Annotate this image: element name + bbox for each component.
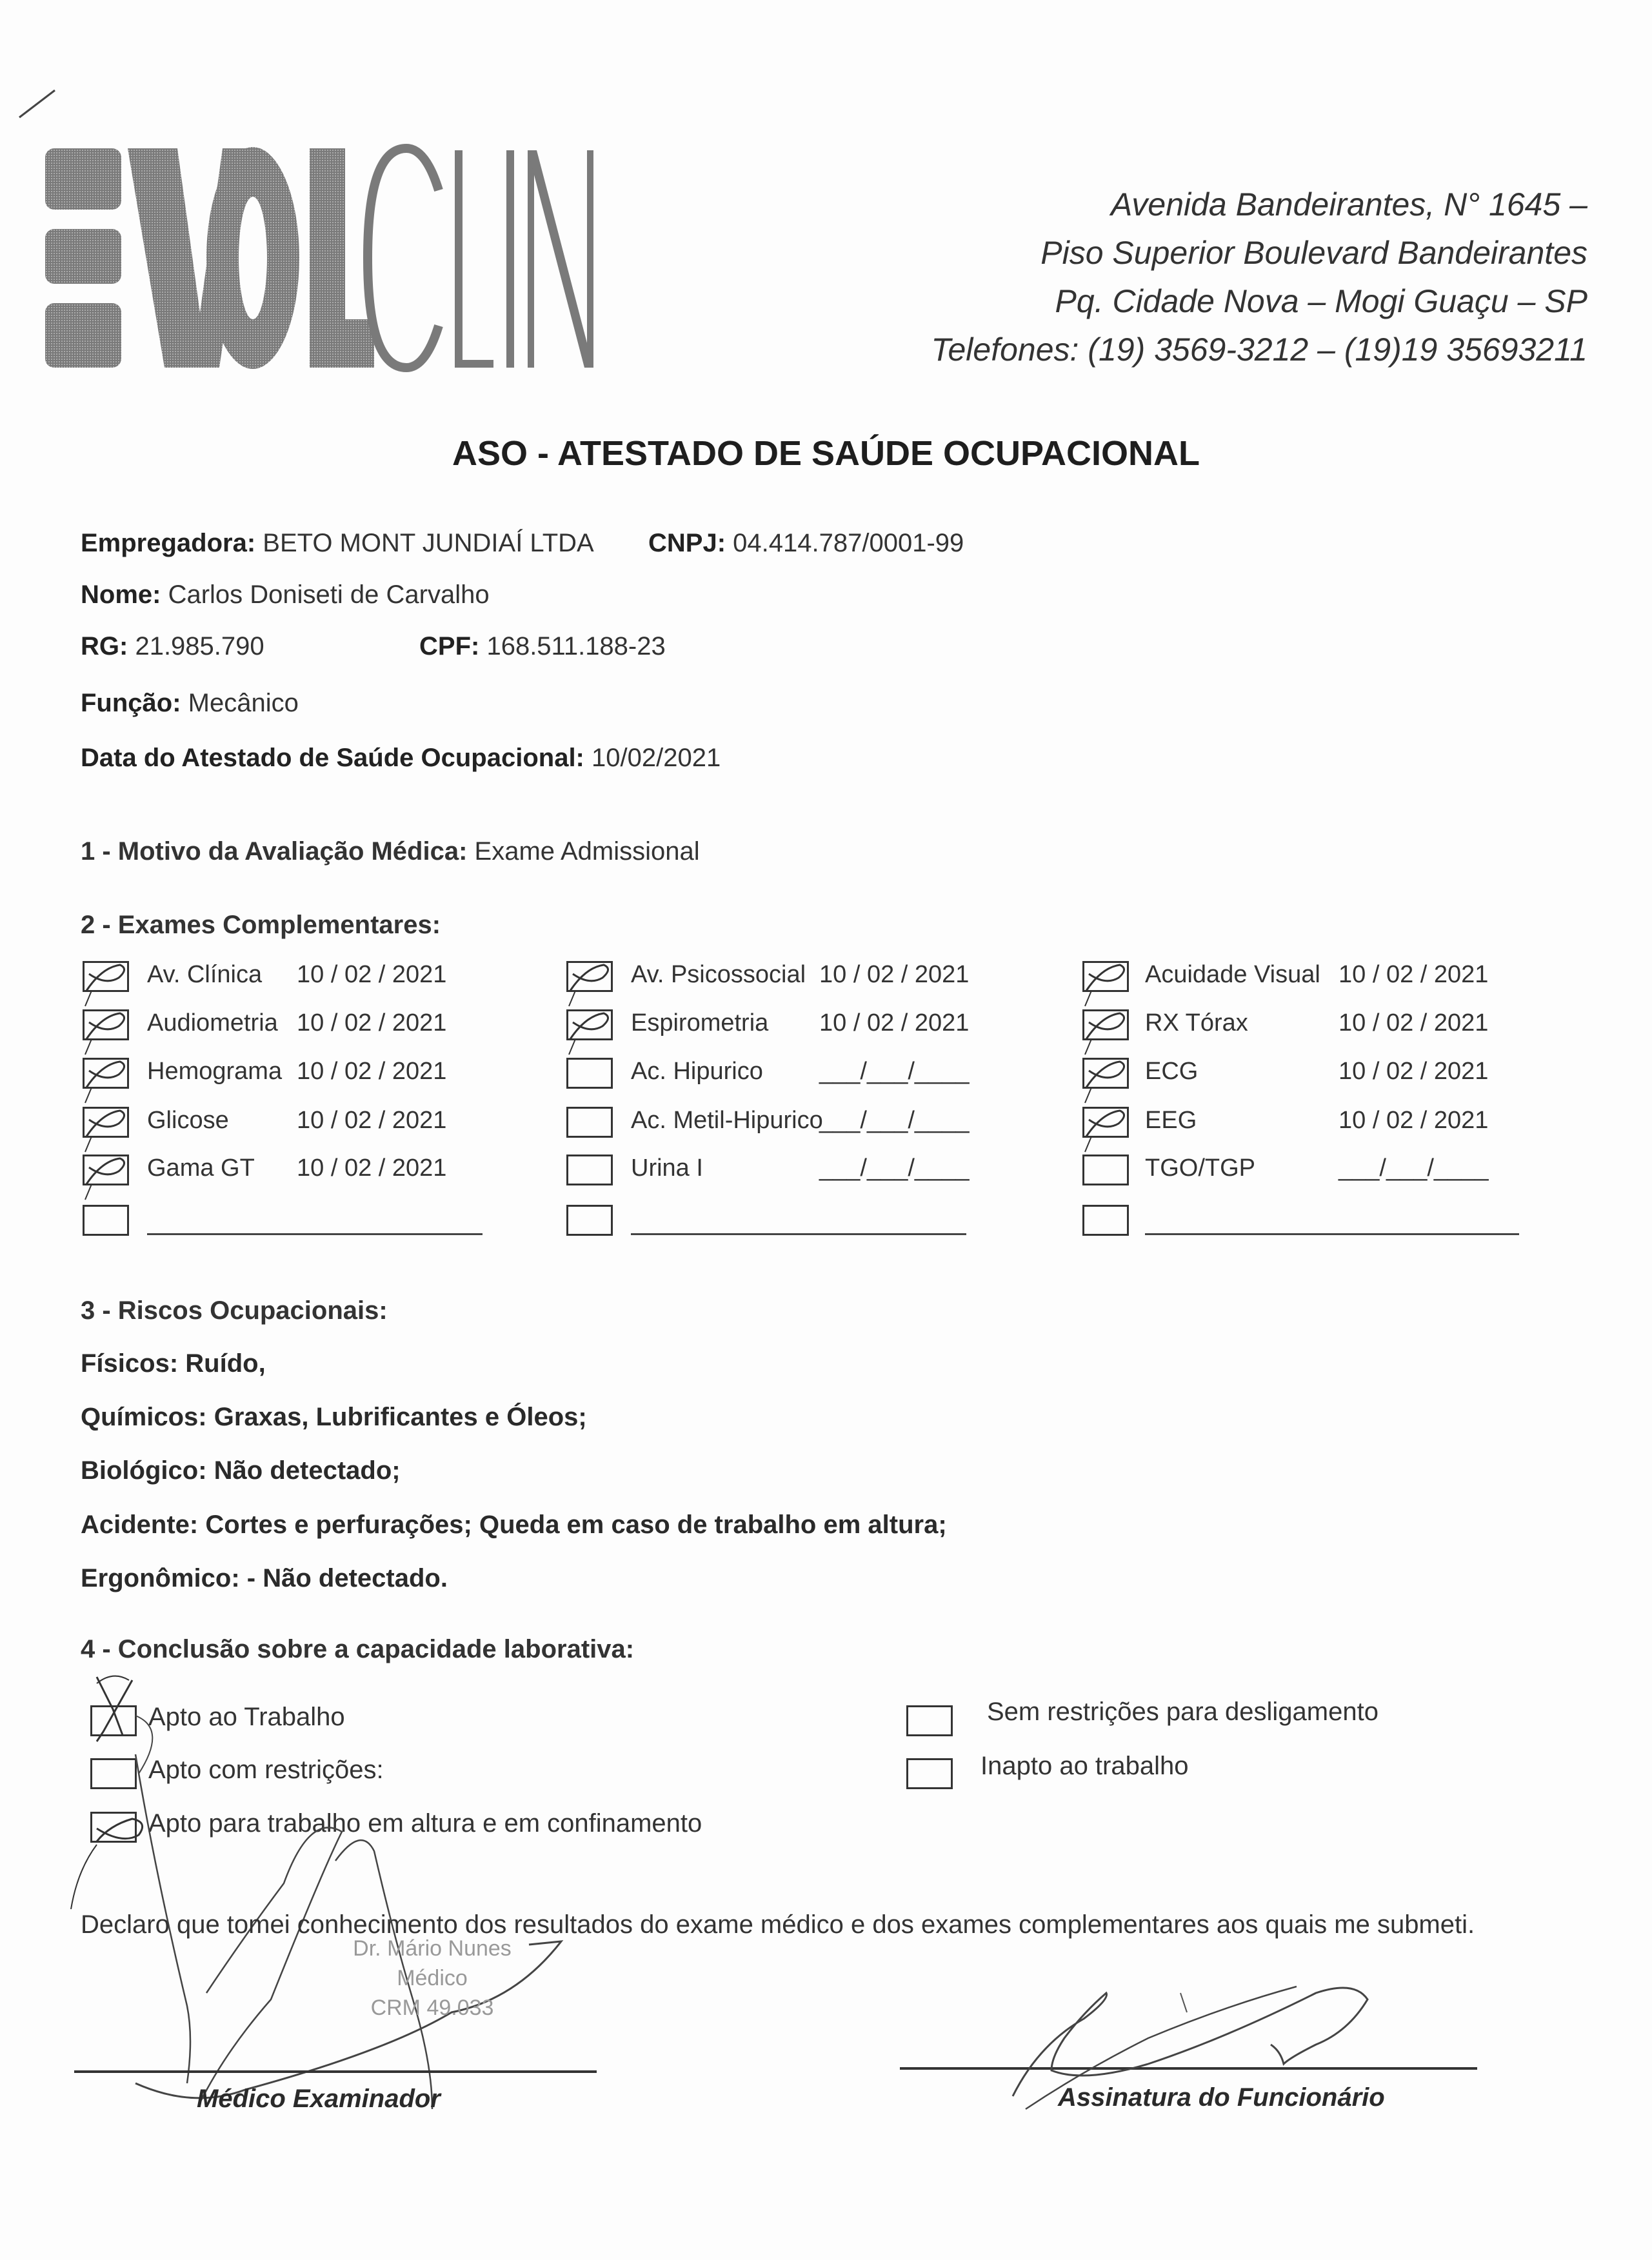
declaration-text: Declaro que tomei conhecimento dos resultados do exame médico e dos exames complementares aos quais me submeti. xyxy=(81,1910,1475,1939)
doctor-signature-line xyxy=(74,2070,597,2073)
address-line: Piso Superior Boulevard Bandeirantes xyxy=(1040,235,1587,271)
stamp-name: Dr. Mário Nunes xyxy=(353,1936,512,1961)
funcao-value: Mecânico xyxy=(188,689,299,717)
cnpj-value: 04.414.787/0001-99 xyxy=(733,529,964,557)
exam-label: Ac. Metil-Hipurico xyxy=(631,1107,823,1134)
risk-label: Biológico: xyxy=(81,1456,207,1485)
doctor-stamp xyxy=(348,1934,516,2023)
exam-date: 10 / 02 / 2021 xyxy=(1339,1009,1489,1036)
cpf-label: CPF: xyxy=(419,632,480,660)
employee-signature-label: Assinatura do Funcionário xyxy=(1058,2083,1385,2112)
exam-label: ECG xyxy=(1145,1058,1199,1085)
risk-value: - Não detectado. xyxy=(246,1564,448,1592)
risk-label: Físicos: xyxy=(81,1349,179,1378)
address-line: Avenida Bandeirantes, N° 1645 – xyxy=(1110,186,1587,223)
option-label: Sem restrições para desligamento xyxy=(987,1698,1378,1726)
funcao-label: Função: xyxy=(81,689,181,717)
cpf-value: 168.511.188-23 xyxy=(486,632,666,660)
empregadora-value: BETO MONT JUNDIAÍ LTDA xyxy=(263,529,594,557)
risk-label: Ergonômico: xyxy=(81,1564,240,1592)
exam-date: 10 / 02 / 2021 xyxy=(1339,1107,1489,1134)
address-phones: Telefones: (19) 3569-3212 – (19)19 35693211 xyxy=(931,332,1587,368)
page-title: ASO - ATESTADO DE SAÚDE OCUPACIONAL xyxy=(452,434,1200,473)
data-aso-value: 10/02/2021 xyxy=(592,744,721,772)
exam-label: Hemograma xyxy=(147,1058,283,1085)
exam-label: EEG xyxy=(1145,1107,1197,1134)
nome-value: Carlos Doniseti de Carvalho xyxy=(168,580,490,609)
exam-label: Audiometria xyxy=(147,1009,278,1036)
exam-date: ___/___/____ xyxy=(819,1107,970,1134)
risk-label: Químicos: xyxy=(81,1403,207,1431)
exam-date: 10 / 02 / 2021 xyxy=(819,961,970,988)
rg-label: RG: xyxy=(81,632,128,660)
exames-label: 2 - Exames Complementares: xyxy=(81,911,441,939)
data-aso-label: Data do Atestado de Saúde Ocupacional: xyxy=(81,744,584,772)
exam-label: RX Tórax xyxy=(1145,1009,1248,1036)
exam-label: TGO/TGP xyxy=(1145,1155,1255,1182)
exam-label: Acuidade Visual xyxy=(1145,961,1320,988)
motivo-label: 1 - Motivo da Avaliação Médica: xyxy=(81,837,468,866)
exam-label: Gama GT xyxy=(147,1155,255,1182)
exam-label: Glicose xyxy=(147,1107,229,1134)
exam-date: 10 / 02 / 2021 xyxy=(1339,1058,1489,1085)
exam-date: 10 / 02 / 2021 xyxy=(297,961,447,988)
option-label: Apto para trabalho em altura e em confinamento xyxy=(148,1809,702,1838)
exam-date: 10 / 02 / 2021 xyxy=(297,1058,447,1085)
option-label: Inapto ao trabalho xyxy=(980,1752,1189,1780)
risk-value: Não detectado; xyxy=(214,1456,401,1485)
empregadora-label: Empregadora: xyxy=(81,529,256,557)
exam-date: ___/___/____ xyxy=(819,1058,970,1085)
option-label: Apto ao Trabalho xyxy=(148,1703,345,1731)
exam-date: 10 / 02 / 2021 xyxy=(297,1155,447,1182)
rg-value: 21.985.790 xyxy=(135,632,264,660)
cnpj-label: CNPJ: xyxy=(648,529,726,557)
exam-label: Ac. Hipurico xyxy=(631,1058,763,1085)
exam-date: 10 / 02 / 2021 xyxy=(1339,961,1489,988)
employee-signature xyxy=(955,1954,1471,2103)
motivo-value: Exame Admissional xyxy=(474,837,700,866)
exam-label: Urina I xyxy=(631,1155,703,1182)
exam-date: 10 / 02 / 2021 xyxy=(297,1107,447,1134)
exam-date: 10 / 02 / 2021 xyxy=(297,1009,447,1036)
exam-label: Espirometria xyxy=(631,1009,769,1036)
exam-date: 10 / 02 / 2021 xyxy=(819,1009,970,1036)
exam-label: Av. Psicossocial xyxy=(631,961,806,988)
exam-date: ___/___/____ xyxy=(1339,1155,1489,1182)
exam-date: ___/___/____ xyxy=(819,1155,970,1182)
option-label: Apto com restrições: xyxy=(148,1756,384,1784)
risk-label: Acidente: xyxy=(81,1511,199,1539)
doctor-signature-label: Médico Examinador xyxy=(197,2085,441,2113)
risk-value: Ruído, xyxy=(185,1349,266,1378)
nome-label: Nome: xyxy=(81,580,161,609)
riscos-label: 3 - Riscos Ocupacionais: xyxy=(81,1296,388,1325)
risk-value: Cortes e perfurações; Queda em caso de trabalho em altura; xyxy=(205,1511,947,1539)
exam-label: Av. Clínica xyxy=(147,961,263,988)
risk-value: Graxas, Lubrificantes e Óleos; xyxy=(214,1403,587,1431)
stamp-title: Médico xyxy=(397,1966,468,1990)
stamp-crm: CRM 49.033 xyxy=(370,1996,494,2020)
address-line: Pq. Cidade Nova – Mogi Guaçu – SP xyxy=(1055,283,1587,319)
conclusao-label: 4 - Conclusão sobre a capacidade laborativa: xyxy=(81,1635,635,1663)
